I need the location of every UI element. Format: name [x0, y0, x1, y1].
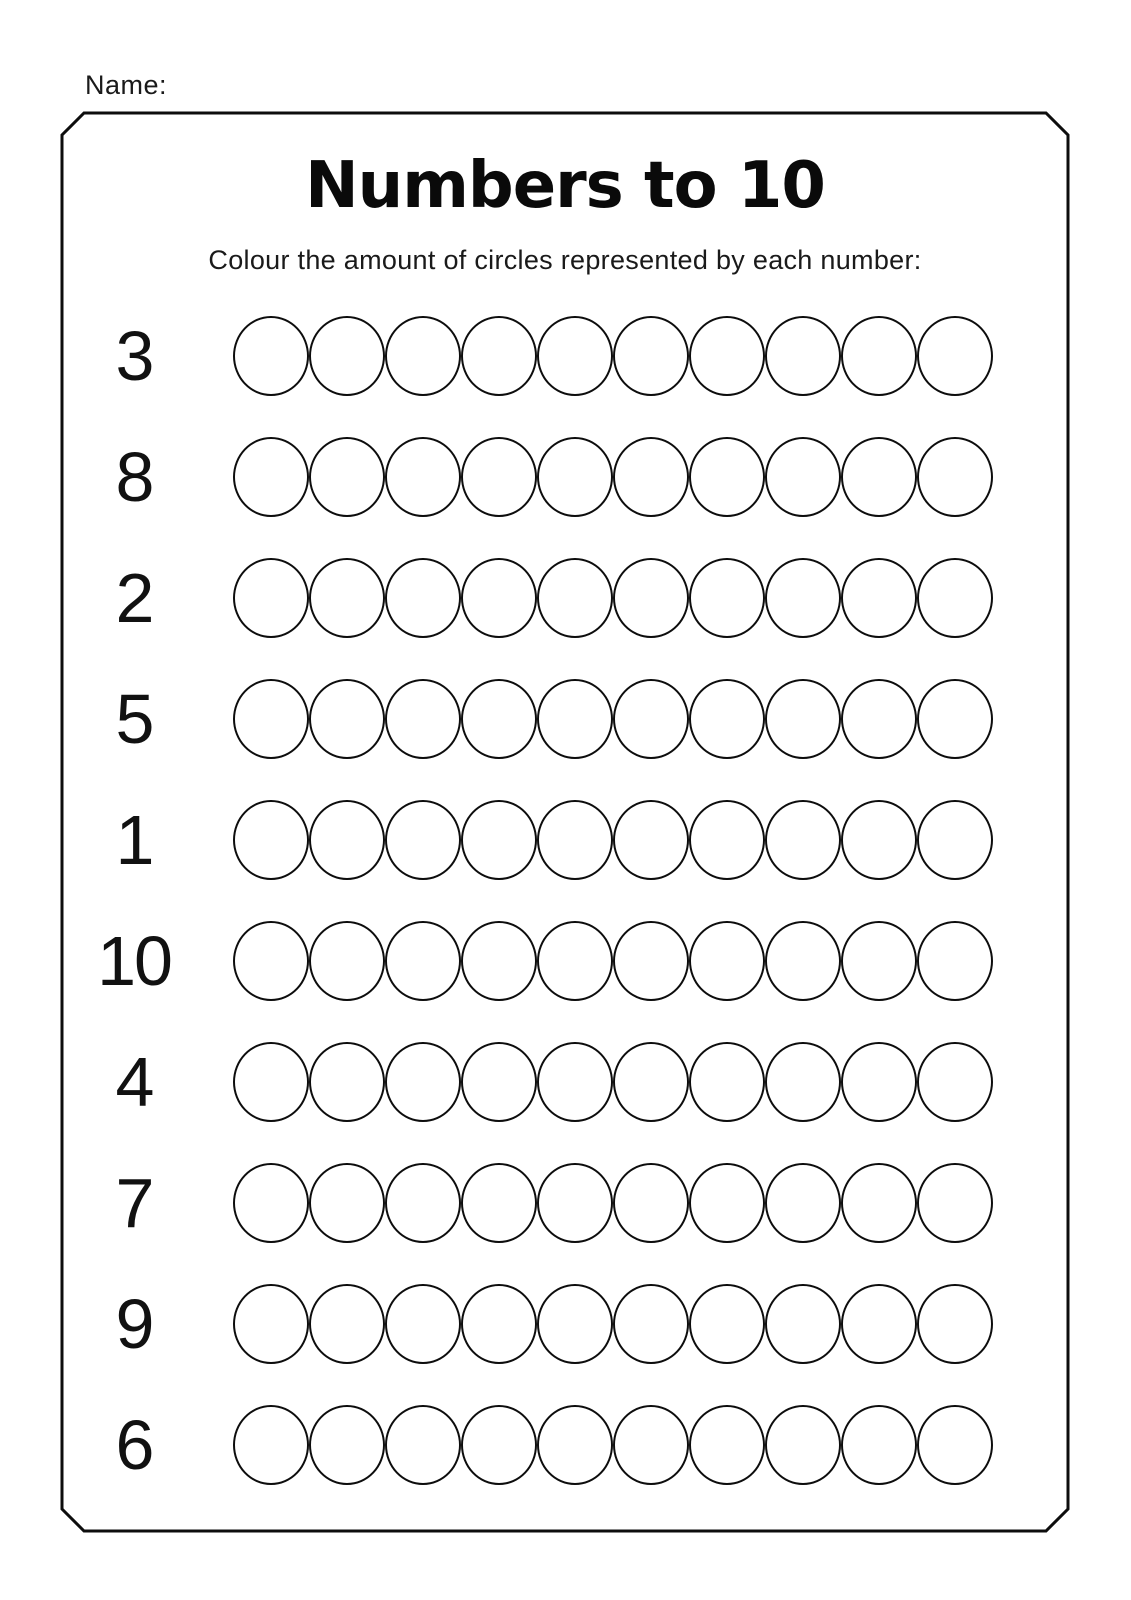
colour-circle[interactable]: [537, 316, 613, 396]
colour-circle[interactable]: [613, 921, 689, 1001]
colour-circle[interactable]: [233, 316, 309, 396]
worksheet-row: [0, 901, 1131, 1022]
colour-circle[interactable]: [537, 921, 613, 1001]
circle-row: [233, 679, 993, 759]
row-number-label: 8: [115, 438, 153, 516]
colour-circle[interactable]: [917, 316, 993, 396]
colour-circle[interactable]: [613, 1284, 689, 1364]
circle-row: [233, 1405, 993, 1485]
colour-circle[interactable]: [309, 1405, 385, 1485]
circle-row: [233, 1284, 993, 1364]
colour-circle[interactable]: [689, 437, 765, 517]
worksheet-row: [0, 538, 1131, 659]
colour-circle[interactable]: [917, 1163, 993, 1243]
colour-circle[interactable]: [841, 558, 917, 638]
colour-circle[interactable]: [309, 1042, 385, 1122]
colour-circle[interactable]: [689, 921, 765, 1001]
colour-circle[interactable]: [689, 800, 765, 880]
worksheet-rows: [0, 296, 1131, 1506]
colour-circle[interactable]: [233, 1042, 309, 1122]
circle-row: [233, 1042, 993, 1122]
colour-circle[interactable]: [537, 1163, 613, 1243]
colour-circle[interactable]: [233, 800, 309, 880]
colour-circle[interactable]: [689, 1163, 765, 1243]
colour-circle[interactable]: [461, 316, 537, 396]
circle-row: [233, 921, 993, 1001]
circle-row: [233, 558, 993, 638]
colour-circle[interactable]: [917, 1405, 993, 1485]
colour-circle[interactable]: [537, 1284, 613, 1364]
colour-circle[interactable]: [537, 1042, 613, 1122]
circle-row: [233, 800, 993, 880]
colour-circle[interactable]: [385, 800, 461, 880]
colour-circle[interactable]: [461, 679, 537, 759]
colour-circle[interactable]: [917, 800, 993, 880]
colour-circle[interactable]: [309, 1163, 385, 1243]
colour-circle[interactable]: [309, 921, 385, 1001]
colour-circle[interactable]: [917, 437, 993, 517]
colour-circle[interactable]: [309, 1284, 385, 1364]
row-number-label: 3: [115, 317, 153, 395]
worksheet-row: [0, 417, 1131, 538]
colour-circle[interactable]: [841, 800, 917, 880]
colour-circle[interactable]: [689, 1042, 765, 1122]
colour-circle[interactable]: [461, 1405, 537, 1485]
worksheet-row: [0, 1385, 1131, 1506]
colour-circle[interactable]: [385, 1163, 461, 1243]
colour-circle[interactable]: [841, 679, 917, 759]
colour-circle[interactable]: [309, 316, 385, 396]
colour-circle[interactable]: [689, 1284, 765, 1364]
colour-circle[interactable]: [233, 437, 309, 517]
colour-circle[interactable]: [613, 1042, 689, 1122]
colour-circle[interactable]: [765, 558, 841, 638]
colour-circle[interactable]: [233, 558, 309, 638]
colour-circle[interactable]: [917, 679, 993, 759]
colour-circle[interactable]: [385, 437, 461, 517]
colour-circle[interactable]: [917, 558, 993, 638]
colour-circle[interactable]: [537, 679, 613, 759]
colour-circle[interactable]: [461, 800, 537, 880]
worksheet-row: [0, 296, 1131, 417]
colour-circle[interactable]: [765, 1163, 841, 1243]
colour-circle[interactable]: [537, 1405, 613, 1485]
colour-circle[interactable]: [613, 1163, 689, 1243]
colour-circle[interactable]: [537, 437, 613, 517]
colour-circle[interactable]: [461, 1163, 537, 1243]
worksheet-row: [0, 1022, 1131, 1143]
circle-row: [233, 1163, 993, 1243]
colour-circle[interactable]: [689, 1405, 765, 1485]
row-number-label: 5: [115, 680, 153, 758]
colour-circle[interactable]: [233, 921, 309, 1001]
colour-circle[interactable]: [385, 1405, 461, 1485]
colour-circle[interactable]: [461, 437, 537, 517]
colour-circle[interactable]: [841, 1163, 917, 1243]
colour-circle[interactable]: [765, 316, 841, 396]
worksheet-row: [0, 1143, 1131, 1264]
colour-circle[interactable]: [461, 1284, 537, 1364]
colour-circle[interactable]: [917, 1042, 993, 1122]
colour-circle[interactable]: [689, 558, 765, 638]
colour-circle[interactable]: [917, 921, 993, 1001]
colour-circle[interactable]: [309, 437, 385, 517]
colour-circle[interactable]: [841, 1284, 917, 1364]
circle-row: [233, 316, 993, 396]
colour-circle[interactable]: [765, 1042, 841, 1122]
name-label: Name:: [85, 70, 168, 100]
row-number-label: 4: [115, 1043, 153, 1121]
colour-circle[interactable]: [917, 1284, 993, 1364]
colour-circle[interactable]: [765, 437, 841, 517]
colour-circle[interactable]: [461, 558, 537, 638]
colour-circle[interactable]: [689, 316, 765, 396]
colour-circle[interactable]: [689, 679, 765, 759]
colour-circle[interactable]: [841, 1405, 917, 1485]
colour-circle[interactable]: [841, 1042, 917, 1122]
colour-circle[interactable]: [461, 1042, 537, 1122]
colour-circle[interactable]: [765, 1405, 841, 1485]
page-title: Numbers to 10: [305, 149, 825, 223]
colour-circle[interactable]: [841, 921, 917, 1001]
worksheet-row: [0, 1264, 1131, 1385]
colour-circle[interactable]: [461, 921, 537, 1001]
colour-circle[interactable]: [233, 1405, 309, 1485]
row-number-label: 2: [115, 559, 153, 637]
colour-circle[interactable]: [309, 679, 385, 759]
colour-circle[interactable]: [765, 800, 841, 880]
colour-circle[interactable]: [613, 316, 689, 396]
colour-circle[interactable]: [613, 558, 689, 638]
circle-row: [233, 437, 993, 517]
colour-circle[interactable]: [613, 1405, 689, 1485]
colour-circle[interactable]: [309, 800, 385, 880]
colour-circle[interactable]: [385, 1284, 461, 1364]
worksheet-row: [0, 780, 1131, 901]
instructions-text: Colour the amount of circles represented by each number:: [208, 245, 922, 275]
colour-circle[interactable]: [765, 1284, 841, 1364]
row-number-label: 6: [115, 1406, 153, 1484]
colour-circle[interactable]: [765, 921, 841, 1001]
colour-circle[interactable]: [385, 1042, 461, 1122]
row-number-label: 9: [115, 1285, 153, 1363]
colour-circle[interactable]: [233, 1284, 309, 1364]
colour-circle[interactable]: [385, 558, 461, 638]
colour-circle[interactable]: [841, 437, 917, 517]
colour-circle[interactable]: [233, 679, 309, 759]
colour-circle[interactable]: [385, 316, 461, 396]
colour-circle[interactable]: [765, 679, 841, 759]
colour-circle[interactable]: [537, 558, 613, 638]
colour-circle[interactable]: [537, 800, 613, 880]
colour-circle[interactable]: [613, 679, 689, 759]
colour-circle[interactable]: [233, 1163, 309, 1243]
row-number-label: 10: [97, 922, 171, 1000]
colour-circle[interactable]: [385, 921, 461, 1001]
worksheet-row: [0, 659, 1131, 780]
colour-circle[interactable]: [613, 437, 689, 517]
row-number-label: 7: [115, 1164, 153, 1242]
row-number-label: 1: [115, 801, 153, 879]
colour-circle[interactable]: [309, 558, 385, 638]
colour-circle[interactable]: [841, 316, 917, 396]
colour-circle[interactable]: [613, 800, 689, 880]
colour-circle[interactable]: [385, 679, 461, 759]
